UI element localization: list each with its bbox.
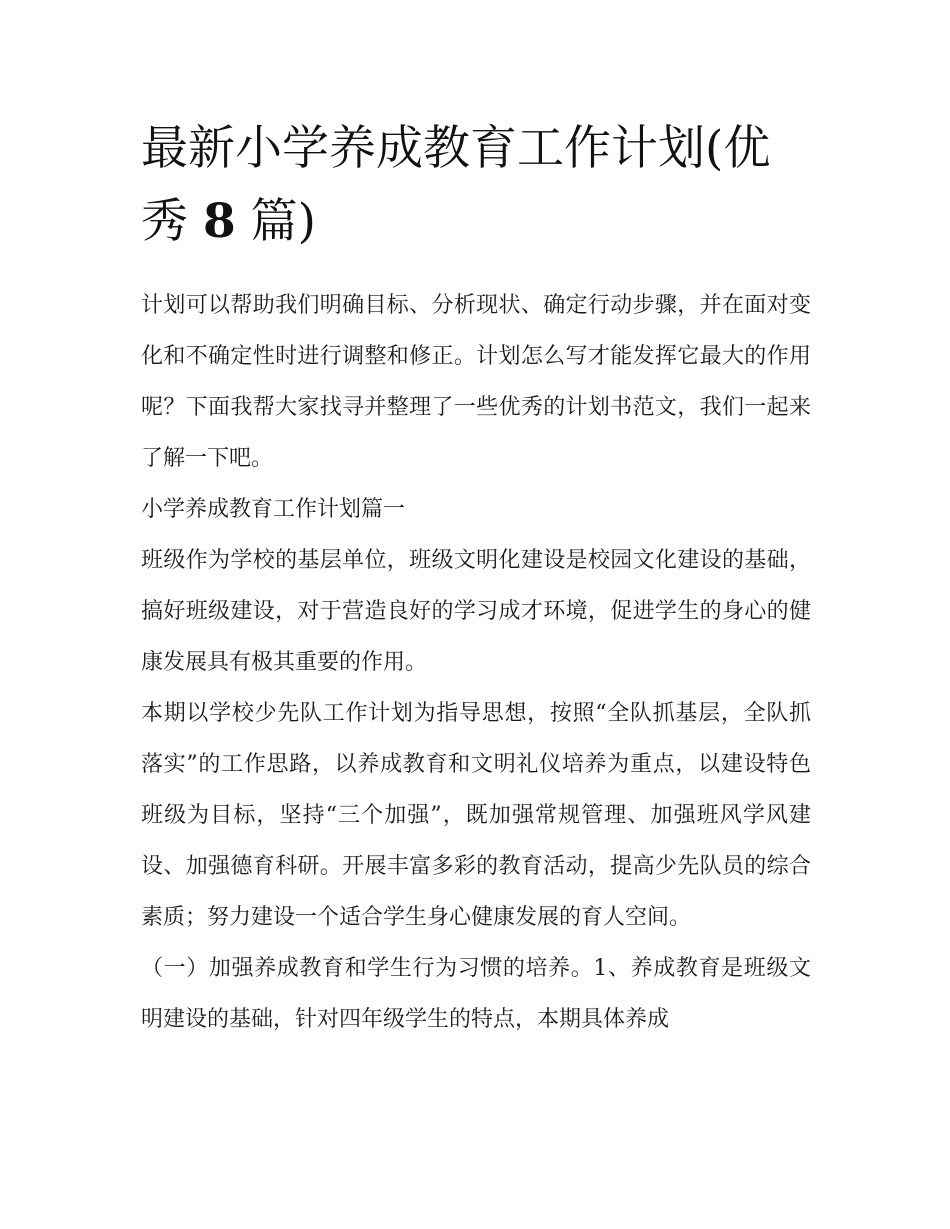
intro-paragraph: 计划可以帮助我们明确目标、分析现状、确定行动步骤，并在面对变化和不确定性时进行调整和修正。计划怎么写才能发挥它最大的作用呢？下面我帮大家找寻并整理了一些优秀的计划书范文，我们一起来了解一下吧。 [141, 293, 811, 471]
section-heading: 小学养成教育工作计划篇一 [141, 497, 406, 522]
title-number: 8 [202, 194, 236, 249]
document-title [141, 112, 811, 258]
title-line-2-b: 篇) [250, 194, 316, 249]
body-paragraph: 本期以学校少先队工作计划为指导思想，按照“全队抓基层，全队抓落实”的工作思路，以养成教育和文明礼仪培养为重点，以建设特色班级为目标，坚持“三个加强”，既加强常规管理、加强班风学风建设、加强德育科研。开展丰富多彩的教育活动，提高少先队员的综合素质；努力建设一个适合学生身心健康发展的育人空间。 [141, 701, 811, 930]
body-paragraph: （一）加强养成教育和学生行为习惯的培养。1、养成教育是班级文明建设的基础，针对四年级学生的特点，本期具体养成 [141, 956, 811, 1032]
document-body [141, 280, 811, 1045]
body-paragraph: 班级作为学校的基层单位，班级文明化建设是校园文化建设的基础，搞好班级建设，对于营造良好的学习成才环境，促进学生的身心的健康发展具有极其重要的作用。 [141, 548, 811, 675]
title-line-1: 最新小学养成教育工作计划(优 [141, 121, 771, 176]
title-line-2-a: 秀 [141, 194, 188, 249]
document-content [141, 112, 811, 1045]
